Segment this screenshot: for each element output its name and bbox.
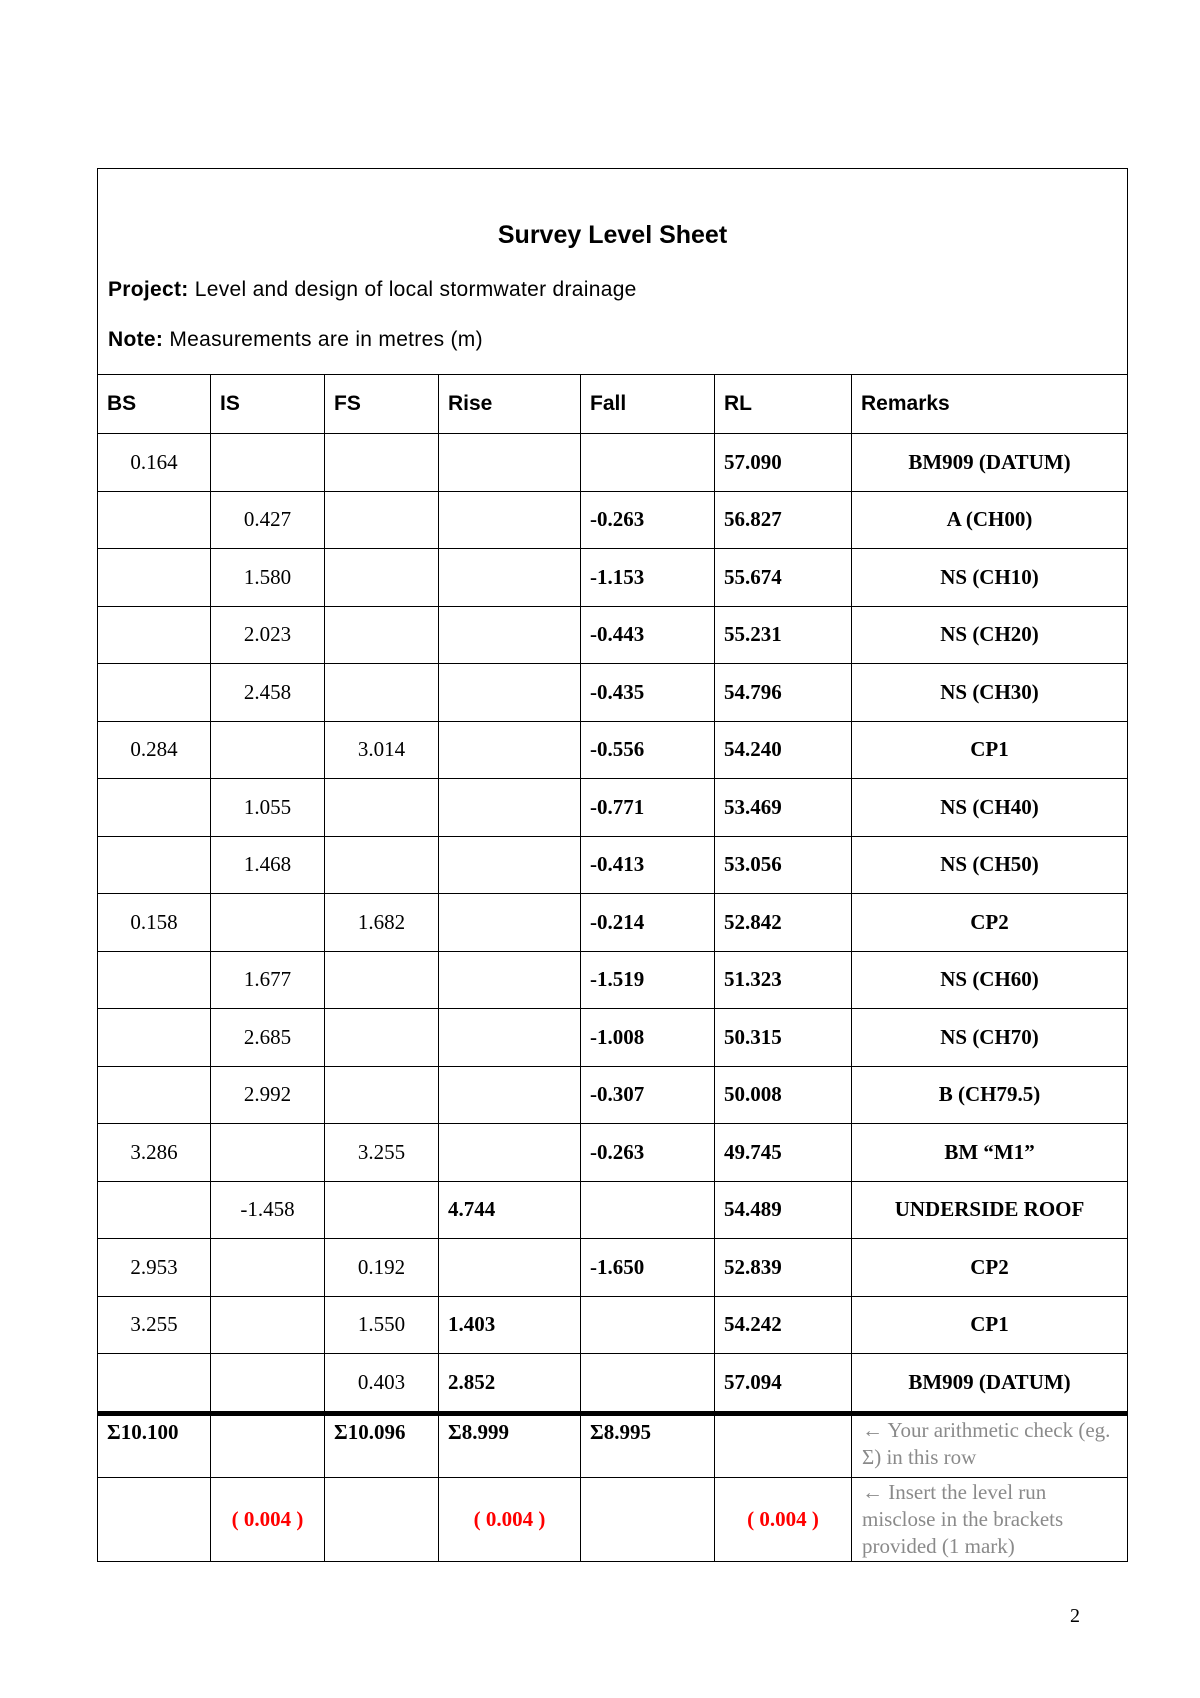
misclose-rise: ( 0.004 ) xyxy=(439,1477,581,1561)
sum-row xyxy=(98,1413,1128,1477)
sum-bs: Σ10.100 xyxy=(98,1413,211,1477)
cell-fall xyxy=(581,1181,715,1239)
cell-rise xyxy=(439,1009,581,1067)
cell-fs: 1.682 xyxy=(325,894,439,952)
table-row xyxy=(98,1296,1128,1354)
cell-fall: -0.556 xyxy=(581,721,715,779)
cell-rise xyxy=(439,1239,581,1297)
cell-rise: 2.852 xyxy=(439,1354,581,1414)
project-line xyxy=(108,278,1117,302)
data-rows xyxy=(98,434,1128,1414)
cell-remarks: NS (CH10) xyxy=(852,549,1128,607)
cell-is xyxy=(211,721,325,779)
cell-bs xyxy=(98,606,211,664)
cell-remarks: NS (CH50) xyxy=(852,836,1128,894)
cell-bs: 3.286 xyxy=(98,1124,211,1182)
cell-rl: 57.094 xyxy=(715,1354,852,1414)
cell-rl: 55.674 xyxy=(715,549,852,607)
cell-is xyxy=(211,894,325,952)
cell-fall: -1.650 xyxy=(581,1239,715,1297)
cell-fs xyxy=(325,549,439,607)
note-value: Measurements are in metres (m) xyxy=(169,328,483,351)
note-line xyxy=(108,328,1117,352)
cell-rise xyxy=(439,1124,581,1182)
cell-rl: 54.489 xyxy=(715,1181,852,1239)
cell-fall xyxy=(581,1296,715,1354)
cell-rise xyxy=(439,721,581,779)
cell-rise xyxy=(439,894,581,952)
table-row xyxy=(98,1354,1128,1414)
cell-rise xyxy=(439,549,581,607)
cell-fs xyxy=(325,491,439,549)
cell-remarks: CP2 xyxy=(852,1239,1128,1297)
cell-bs xyxy=(98,779,211,837)
table-row xyxy=(98,1239,1128,1297)
arithmetic-check-note: ← Your arithmetic check (eg. Σ) in this row xyxy=(852,1413,1128,1477)
table-row xyxy=(98,836,1128,894)
table-row xyxy=(98,491,1128,549)
cell-remarks: BM “M1” xyxy=(852,1124,1128,1182)
project-value: Level and design of local stormwater drainage xyxy=(194,278,637,301)
cell-fs: 3.014 xyxy=(325,721,439,779)
col-header-fs: FS xyxy=(325,375,439,434)
cell-rl: 52.842 xyxy=(715,894,852,952)
cell-is: 2.458 xyxy=(211,664,325,722)
table-row xyxy=(98,606,1128,664)
cell-fall: -0.443 xyxy=(581,606,715,664)
table-row xyxy=(98,1066,1128,1124)
cell-rl: 54.242 xyxy=(715,1296,852,1354)
cell-fs xyxy=(325,836,439,894)
sum-rl xyxy=(715,1413,852,1477)
cell-rl: 55.231 xyxy=(715,606,852,664)
cell-fall: -0.263 xyxy=(581,1124,715,1182)
cell-rl: 53.469 xyxy=(715,779,852,837)
cell-fs xyxy=(325,951,439,1009)
cell-rl: 56.827 xyxy=(715,491,852,549)
cell-remarks: NS (CH20) xyxy=(852,606,1128,664)
cell-fs xyxy=(325,1066,439,1124)
cell-fs xyxy=(325,1009,439,1067)
cell-remarks: NS (CH60) xyxy=(852,951,1128,1009)
column-header-row xyxy=(98,375,1128,434)
cell-rise xyxy=(439,434,581,492)
table-row xyxy=(98,1181,1128,1239)
project-label: Project: xyxy=(108,278,189,301)
sum-rise: Σ8.999 xyxy=(439,1413,581,1477)
cell-is xyxy=(211,1296,325,1354)
col-header-rl: RL xyxy=(715,375,852,434)
cell-rl: 49.745 xyxy=(715,1124,852,1182)
cell-bs xyxy=(98,1066,211,1124)
cell-remarks: NS (CH40) xyxy=(852,779,1128,837)
cell-is: 1.468 xyxy=(211,836,325,894)
cell-fs xyxy=(325,664,439,722)
cell-bs xyxy=(98,549,211,607)
cell-fall: -0.771 xyxy=(581,779,715,837)
cell-remarks: CP2 xyxy=(852,894,1128,952)
table-row xyxy=(98,721,1128,779)
cell-fs: 3.255 xyxy=(325,1124,439,1182)
cell-bs: 0.164 xyxy=(98,434,211,492)
cell-bs: 3.255 xyxy=(98,1296,211,1354)
misclose-rl: ( 0.004 ) xyxy=(715,1477,852,1561)
survey-level-sheet xyxy=(97,168,1128,1562)
cell-fall: -0.263 xyxy=(581,491,715,549)
misclose-note: ← Insert the level run misclose in the brackets provided (1 mark) xyxy=(852,1477,1128,1561)
cell-bs: 0.284 xyxy=(98,721,211,779)
cell-is: 0.427 xyxy=(211,491,325,549)
cell-fall: -0.435 xyxy=(581,664,715,722)
cell-rl: 50.008 xyxy=(715,1066,852,1124)
cell-rl: 57.090 xyxy=(715,434,852,492)
cell-fs: 0.192 xyxy=(325,1239,439,1297)
cell-rise xyxy=(439,951,581,1009)
table-row xyxy=(98,1009,1128,1067)
cell-remarks: NS (CH30) xyxy=(852,664,1128,722)
table-row xyxy=(98,549,1128,607)
cell-rise xyxy=(439,491,581,549)
table-row xyxy=(98,664,1128,722)
sheet-header xyxy=(98,169,1128,375)
cell-fall: -1.519 xyxy=(581,951,715,1009)
misclose-row xyxy=(98,1477,1128,1561)
cell-bs xyxy=(98,1009,211,1067)
cell-is: -1.458 xyxy=(211,1181,325,1239)
misclose-is: ( 0.004 ) xyxy=(211,1477,325,1561)
misclose-bs xyxy=(98,1477,211,1561)
cell-remarks: BM909 (DATUM) xyxy=(852,1354,1128,1414)
cell-rl: 52.839 xyxy=(715,1239,852,1297)
sum-fs: Σ10.096 xyxy=(325,1413,439,1477)
cell-is xyxy=(211,434,325,492)
cell-is: 2.992 xyxy=(211,1066,325,1124)
cell-bs xyxy=(98,951,211,1009)
col-header-fall: Fall xyxy=(581,375,715,434)
cell-rise xyxy=(439,606,581,664)
cell-rl: 54.796 xyxy=(715,664,852,722)
cell-rl: 51.323 xyxy=(715,951,852,1009)
cell-rl: 53.056 xyxy=(715,836,852,894)
cell-fs xyxy=(325,779,439,837)
cell-remarks: B (CH79.5) xyxy=(852,1066,1128,1124)
col-header-bs: BS xyxy=(98,375,211,434)
cell-is: 2.023 xyxy=(211,606,325,664)
cell-bs xyxy=(98,1354,211,1414)
sheet-title: Survey Level Sheet xyxy=(497,221,728,249)
sum-fall: Σ8.995 xyxy=(581,1413,715,1477)
cell-remarks: UNDERSIDE ROOF xyxy=(852,1181,1128,1239)
cell-rise: 4.744 xyxy=(439,1181,581,1239)
cell-rise xyxy=(439,664,581,722)
note-label: Note: xyxy=(108,328,164,351)
cell-bs xyxy=(98,836,211,894)
cell-remarks: CP1 xyxy=(852,721,1128,779)
misclose-fall xyxy=(581,1477,715,1561)
cell-is xyxy=(211,1354,325,1414)
cell-fs xyxy=(325,434,439,492)
cell-fs: 0.403 xyxy=(325,1354,439,1414)
cell-fall: -1.153 xyxy=(581,549,715,607)
page-number: 2 xyxy=(1070,1605,1080,1627)
misclose-fs xyxy=(325,1477,439,1561)
col-header-rise: Rise xyxy=(439,375,581,434)
cell-remarks: A (CH00) xyxy=(852,491,1128,549)
cell-fs xyxy=(325,606,439,664)
table-row xyxy=(98,779,1128,837)
cell-remarks: BM909 (DATUM) xyxy=(852,434,1128,492)
cell-rl: 54.240 xyxy=(715,721,852,779)
cell-bs xyxy=(98,491,211,549)
table-row xyxy=(98,1124,1128,1182)
cell-rise xyxy=(439,1066,581,1124)
cell-fs: 1.550 xyxy=(325,1296,439,1354)
cell-fs xyxy=(325,1181,439,1239)
cell-fall: -1.008 xyxy=(581,1009,715,1067)
cell-fall: -0.307 xyxy=(581,1066,715,1124)
cell-is: 1.055 xyxy=(211,779,325,837)
cell-is: 1.677 xyxy=(211,951,325,1009)
cell-rl: 50.315 xyxy=(715,1009,852,1067)
table-row xyxy=(98,894,1128,952)
sum-is xyxy=(211,1413,325,1477)
cell-fall: -0.413 xyxy=(581,836,715,894)
cell-bs xyxy=(98,1181,211,1239)
col-header-remarks: Remarks xyxy=(852,375,1128,434)
cell-rise xyxy=(439,779,581,837)
cell-rise xyxy=(439,836,581,894)
cell-is xyxy=(211,1124,325,1182)
table-row xyxy=(98,951,1128,1009)
cell-bs: 2.953 xyxy=(98,1239,211,1297)
cell-remarks: NS (CH70) xyxy=(852,1009,1128,1067)
col-header-is: IS xyxy=(211,375,325,434)
cell-fall xyxy=(581,1354,715,1414)
cell-rise: 1.403 xyxy=(439,1296,581,1354)
cell-fall xyxy=(581,434,715,492)
cell-is: 1.580 xyxy=(211,549,325,607)
table-row xyxy=(98,434,1128,492)
cell-remarks: CP1 xyxy=(852,1296,1128,1354)
cell-bs: 0.158 xyxy=(98,894,211,952)
cell-is xyxy=(211,1239,325,1297)
cell-fall: -0.214 xyxy=(581,894,715,952)
cell-bs xyxy=(98,664,211,722)
cell-is: 2.685 xyxy=(211,1009,325,1067)
